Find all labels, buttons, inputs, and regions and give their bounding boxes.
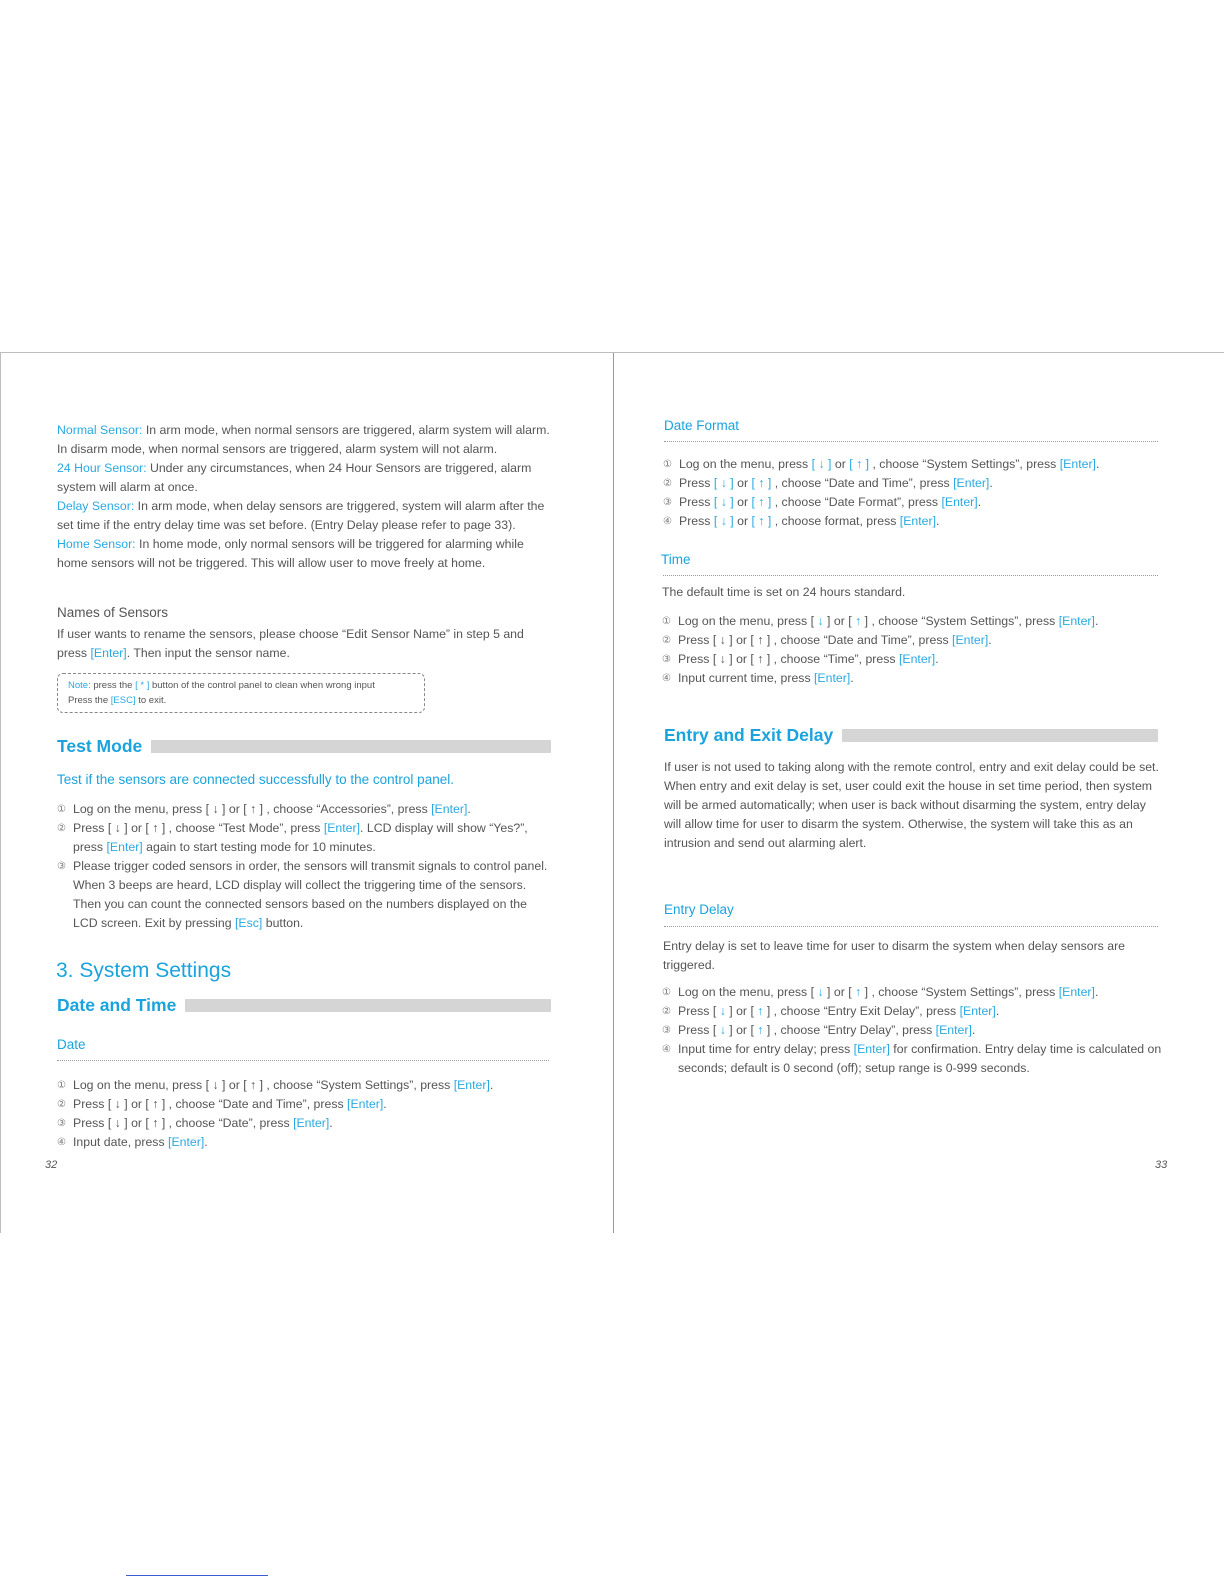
time-divider (663, 575, 1158, 576)
sensor-home (57, 535, 557, 573)
step-text: . (329, 1116, 333, 1130)
step-text: Press (679, 476, 714, 490)
step-text: . (467, 802, 471, 816)
key-label: [Enter] (347, 1097, 384, 1111)
step-text: . (988, 633, 992, 647)
key-label: [ ↑ ] (751, 495, 772, 509)
term: Normal Sensor: (57, 423, 143, 437)
step-item (57, 857, 551, 933)
time-title: Time (661, 552, 691, 567)
step-text: button. (262, 916, 304, 930)
sensor-24-hour (57, 459, 557, 497)
key-label: [ ↑ ] (751, 514, 772, 528)
step-text: . (1094, 614, 1099, 628)
key-label: [Enter] (1058, 985, 1095, 999)
step-text: again to start testing mode for 10 minutes. (142, 840, 376, 854)
step-item (662, 650, 1162, 669)
step-item (663, 455, 1163, 474)
step-text: ] or [ (725, 1023, 758, 1037)
key-label: [Enter] (952, 633, 989, 647)
step-number: ① (662, 616, 671, 627)
key-label: [Enter] (1059, 457, 1096, 471)
entry-delay-title: Entry Delay (664, 902, 734, 917)
heading-bar (185, 999, 551, 1012)
step-number: ③ (662, 1025, 671, 1036)
key-label: ↑ (855, 985, 862, 999)
date-divider (57, 1060, 549, 1061)
step-text: . LCD display will show “Yes?”, press (73, 821, 528, 854)
step-item (663, 474, 1163, 493)
step-text: Press (679, 495, 714, 509)
step-item (662, 669, 1162, 688)
sensor-normal (57, 421, 557, 459)
step-item (662, 1040, 1162, 1078)
term: Home Sensor: (57, 537, 136, 551)
step-item (57, 1114, 551, 1133)
step-item (57, 819, 551, 857)
step-text: Log on the menu, press [ ↓ ] or [ ↑ ] , choose “Accessories”, press (73, 802, 432, 816)
step-number: ② (663, 478, 672, 489)
names-of-sensors-text (57, 625, 557, 663)
step-item (57, 1095, 551, 1114)
text: Press the (68, 695, 111, 706)
esc-key: [ESC] (110, 695, 136, 706)
step-text: , choose format, press (771, 514, 900, 528)
step-text: Press [ ↓ ] or [ ↑ ] , choose “Date and Time”, press (678, 633, 953, 647)
key-label: [Enter] (853, 1042, 890, 1056)
term: Delay Sensor: (57, 499, 135, 513)
key-label: [Enter] (898, 652, 936, 666)
date-steps (57, 1076, 551, 1152)
key-label: ↓ (719, 1023, 726, 1037)
footer-rule (126, 1575, 268, 1576)
time-steps (662, 612, 1162, 688)
entry-delay-steps (662, 983, 1162, 1078)
key-label: [Enter] (168, 1135, 205, 1149)
step-text: , choose “System Settings”, press (869, 457, 1060, 471)
step-text: ] or [ (823, 985, 856, 999)
sensor-delay (57, 497, 557, 535)
step-item (57, 1133, 551, 1152)
key-label: [Esc] (234, 916, 263, 930)
step-number: ② (662, 1006, 671, 1017)
key-label: [ ↓ ] (811, 457, 832, 471)
enter-key: [Enter] (90, 646, 127, 660)
step-number: ② (57, 823, 66, 834)
step-text: Input date, press (73, 1135, 169, 1149)
manual-spread (0, 352, 1224, 1233)
step-text: Press [ (678, 1023, 720, 1037)
key-label: ↑ (757, 1004, 764, 1018)
page-number: 32 (45, 1159, 58, 1171)
step-text: Press (679, 514, 714, 528)
key-label: ↓ (817, 985, 824, 999)
names-of-sensors-title: Names of Sensors (57, 605, 169, 620)
key-label: ↑ (757, 1023, 764, 1037)
section-title: Date and Time (57, 995, 177, 1015)
step-text: Input time for entry delay; press (678, 1042, 854, 1056)
step-text: . (383, 1097, 387, 1111)
test-mode-heading (57, 736, 551, 757)
step-number: ④ (662, 673, 671, 684)
step-text: or (831, 457, 850, 471)
step-number: ③ (663, 497, 672, 508)
text: to exit. (135, 695, 167, 706)
entry-exit-delay-heading (664, 725, 1158, 746)
page-33 (613, 353, 1224, 1233)
text: . Then input the sensor name. (126, 646, 290, 660)
date-format-title: Date Format (664, 418, 740, 433)
key-label: ↑ (855, 614, 862, 628)
desc: In arm mode, when normal sensors are triggered, alarm system will alarm. In disarm mode, when normal sensors are triggered, alarm system will not alarm. (57, 423, 550, 456)
step-text: for confirmation. Entry delay time is calculated on seconds; default is 0 second (off); setup range is 0-999 seconds. (678, 1042, 1162, 1075)
step-text: ] , choose “Entry Delay”, press (763, 1023, 936, 1037)
page-number: 33 (1155, 1159, 1168, 1171)
step-number: ① (57, 1080, 66, 1091)
step-number: ④ (662, 1044, 671, 1055)
step-text: . (935, 652, 939, 666)
key-label: [ ↑ ] (849, 457, 870, 471)
step-text: . (936, 514, 940, 528)
entry-delay-intro: Entry delay is set to leave time for user to disarm the system when delay sensors are triggered. (663, 939, 1126, 972)
entry-exit-text (664, 758, 1164, 853)
key-label: [Enter] (953, 476, 990, 490)
step-text: Please trigger coded sensors in order, the sensors will transmit signals to control panel. When 3 beeps are heard, LCD display will collect the triggering time of the sensors. Then you can count the connected sensors based on the numbers displayed on the LCD screen. Exit by pressing (73, 859, 548, 930)
term: 24 Hour Sensor: (57, 461, 147, 475)
key-label: [Enter] (1058, 614, 1095, 628)
key-label: [Enter] (941, 495, 978, 509)
key-label: [ ↓ ] (713, 514, 734, 528)
section-title: Test Mode (57, 736, 143, 756)
paragraph: If user is not used to taking along with the remote control, entry and exit delay could be set. (664, 760, 1159, 774)
step-number: ③ (57, 861, 66, 872)
step-number: ② (662, 635, 671, 646)
sensor-types (57, 421, 557, 573)
entry-delay-divider (664, 926, 1158, 927)
step-text: or (733, 476, 752, 490)
step-text: Log on the menu, press [ (678, 985, 818, 999)
note-label: Note: (68, 680, 91, 691)
desc: Under any circumstances, when 24 Hour Sensors are triggered, alarm system will alarm at once. (57, 461, 532, 494)
step-item (57, 800, 551, 819)
step-text: . (995, 1004, 1000, 1018)
step-item (663, 512, 1163, 531)
step-text: . (989, 476, 993, 490)
key-label: [Enter] (293, 1116, 330, 1130)
key-label: [Enter] (323, 821, 361, 835)
step-item (662, 1002, 1162, 1021)
section-title: Entry and Exit Delay (664, 725, 834, 745)
step-text: . (1094, 985, 1099, 999)
heading-bar (151, 740, 551, 753)
key-label: [Enter] (814, 671, 851, 685)
key-label: ↓ (719, 1004, 726, 1018)
date-and-time-heading (57, 995, 551, 1016)
date-format-divider (664, 441, 1158, 442)
step-text: . (850, 671, 854, 685)
text: If user wants to rename the sensors, please choose “Edit Sensor Name” in step 5 and press (57, 627, 524, 660)
heading-bar (842, 729, 1158, 742)
key-label: [ ↓ ] (713, 495, 734, 509)
step-item (662, 983, 1162, 1002)
key-label: [Enter] (899, 514, 937, 528)
step-text: . (204, 1135, 208, 1149)
step-text: , choose “Date and Time”, press (771, 476, 954, 490)
key-label: [Enter] (959, 1004, 996, 1018)
step-item (662, 1021, 1162, 1040)
step-number: ① (57, 804, 66, 815)
page-32 (0, 353, 613, 1233)
date-title: Date (57, 1037, 86, 1052)
step-text: Log on the menu, press (679, 457, 812, 471)
step-text: ] , choose “Entry Exit Delay”, press (763, 1004, 960, 1018)
key-label: [ ↑ ] (751, 476, 772, 490)
key-label: [Enter] (453, 1078, 490, 1092)
step-text: . (971, 1023, 976, 1037)
step-item (57, 1076, 551, 1095)
text: press the (90, 680, 136, 691)
chapter-title: 3. System Settings (56, 959, 232, 982)
step-text: . (1095, 457, 1100, 471)
step-number: ③ (57, 1118, 66, 1129)
step-text: Press [ ↓ ] or [ ↑ ] , choose “Test Mode”, press (73, 821, 324, 835)
key-label: [Enter] (106, 840, 143, 854)
step-number: ④ (663, 516, 672, 527)
step-text: ] , choose “System Settings”, press (861, 985, 1059, 999)
step-number: ③ (662, 654, 671, 665)
test-mode-steps (57, 800, 551, 933)
step-number: ① (663, 459, 672, 470)
step-item (662, 631, 1162, 650)
step-number: ① (662, 987, 671, 998)
step-number: ④ (57, 1137, 66, 1148)
key-label: [Enter] (431, 802, 468, 816)
key-label: ↓ (817, 614, 824, 628)
step-text: or (733, 495, 752, 509)
step-text: . (489, 1078, 494, 1092)
step-text: Press [ ↓ ] or [ ↑ ] , choose “Date and Time”, press (73, 1097, 348, 1111)
step-number: ② (57, 1099, 66, 1110)
star-key: [ * ] (135, 680, 150, 691)
test-mode-subtitle: Test if the sensors are connected successfully to the control panel. (57, 772, 454, 787)
step-text: or (733, 514, 752, 528)
key-label: [Enter] (935, 1023, 972, 1037)
note-line-2 (68, 693, 414, 708)
step-text: . (977, 495, 982, 509)
key-label: [ ↓ ] (713, 476, 734, 490)
paragraph: When entry and exit delay is set, user could exit the house in set time period, then system will be armed automatically; when user is back without disarming the system, entry delay will allow time for user to disarm the system. Otherwise, the system will take this as an intrusion and send out alarming alert. (664, 779, 1153, 850)
step-item (662, 612, 1162, 631)
note-line-1 (68, 678, 414, 693)
step-text: Press [ (678, 1004, 720, 1018)
step-item (663, 493, 1163, 512)
desc: In home mode, only normal sensors will be triggered for alarming while home sensors will not be triggered. This will allow user to move freely at home. (57, 537, 524, 570)
step-text: ] or [ (823, 614, 856, 628)
step-text: ] , choose “System Settings”, press (861, 614, 1059, 628)
step-text: Log on the menu, press [ ↓ ] or [ ↑ ] , choose “System Settings”, press (73, 1078, 454, 1092)
desc: In arm mode, when delay sensors are triggered, system will alarm after the set time if the entry delay time was set before. (Entry Delay please refer to page 33). (57, 499, 545, 532)
step-text: Input current time, press (678, 671, 815, 685)
note-box (57, 673, 425, 713)
step-text: Press [ ↓ ] or [ ↑ ] , choose “Time”, press (678, 652, 899, 666)
step-text: ] or [ (725, 1004, 758, 1018)
step-text: , choose “Date Format”, press (771, 495, 942, 509)
step-text: Log on the menu, press [ (678, 614, 818, 628)
step-text: Press [ ↓ ] or [ ↑ ] , choose “Date”, press (73, 1116, 294, 1130)
time-intro: The default time is set on 24 hours standard. (662, 585, 906, 599)
date-format-steps (663, 455, 1163, 531)
text: button of the control panel to clean when wrong input (149, 680, 375, 691)
